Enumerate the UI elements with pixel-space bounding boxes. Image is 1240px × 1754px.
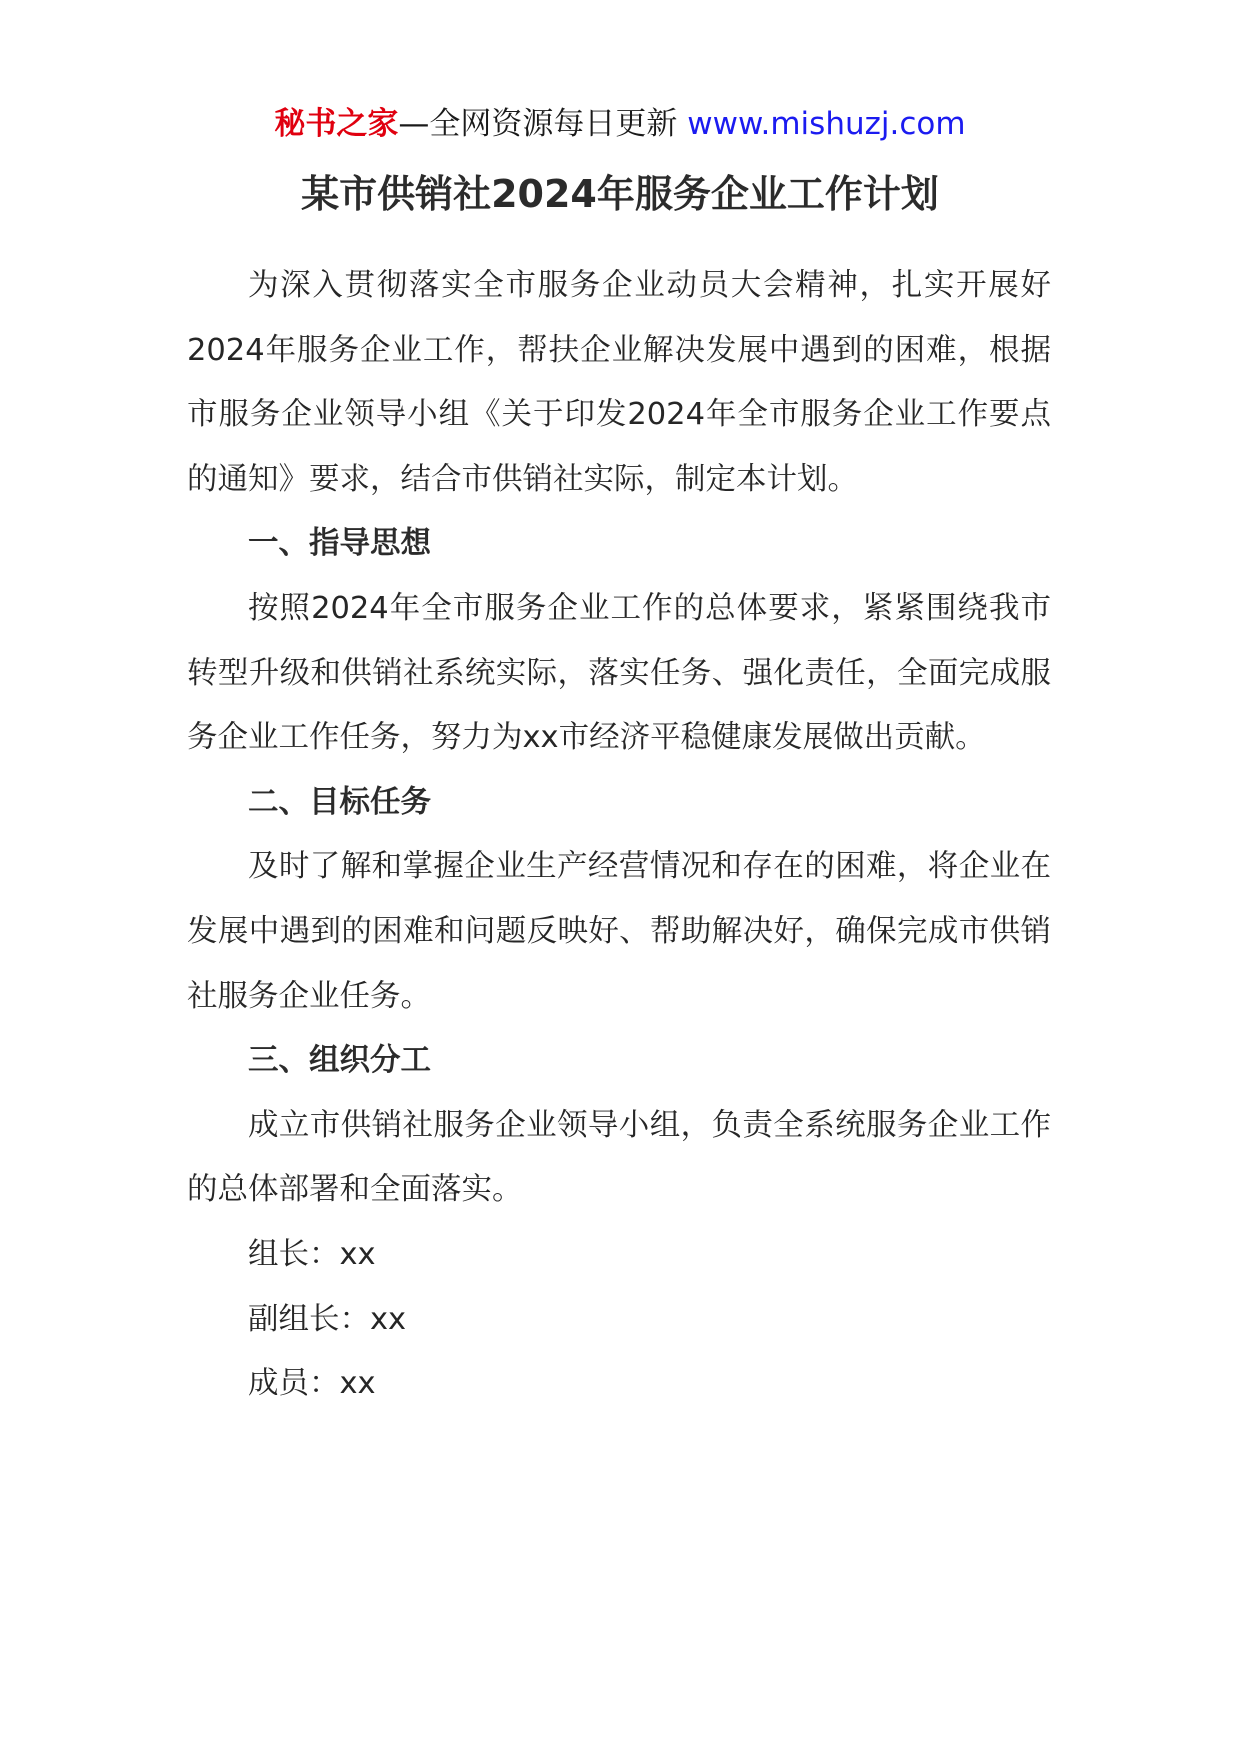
group-leader-line: 组长：xx (248, 1236, 376, 1272)
section-body-goals: 及时了解和掌握企业生产经营情况和存在的困难，将企业在发展中遇到的困难和问题反映好、帮助解决好，确保完成市供销社服务企业任务。 (187, 849, 1051, 1014)
section-body-organization: 成立市供销社服务企业领导小组，负责全系统服务企业工作的总体部署和全面落实。 (187, 1107, 1051, 1208)
section-body-guiding-thought: 按照2024年全市服务企业工作的总体要求，紧紧围绕我市转型升级和供销社系统实际，落实任务、强化责任，全面完成服务企业工作任务，努力为xx市经济平稳健康发展做出贡献。 (187, 590, 1051, 756)
document-body (187, 254, 1051, 1417)
brand-name: 秘书之家 (274, 106, 399, 142)
header-slogan: —全网资源每日更新 (398, 106, 678, 142)
site-url-link[interactable]: www.mishuzj.com (687, 106, 966, 142)
section-heading-organization: 三、组织分工 (248, 1043, 431, 1079)
intro-paragraph: 为深入贯彻落实全市服务企业动员大会精神，扎实开展好2024年服务企业工作，帮扶企业解决发展中遇到的困难，根据市服务企业领导小组《关于印发2024年全市服务企业工作要点的通知》要求，结合市供销社实际，制定本计划。 (187, 268, 1051, 497)
deputy-leader-line: 副组长：xx (248, 1301, 407, 1337)
section-heading-goals: 二、目标任务 (248, 784, 431, 820)
document-title: 某市供销社2024年服务企业工作计划 (301, 172, 939, 216)
section-heading-guiding-thought: 一、指导思想 (248, 526, 431, 562)
members-line: 成员：xx (248, 1366, 376, 1402)
site-header (0, 100, 1240, 148)
